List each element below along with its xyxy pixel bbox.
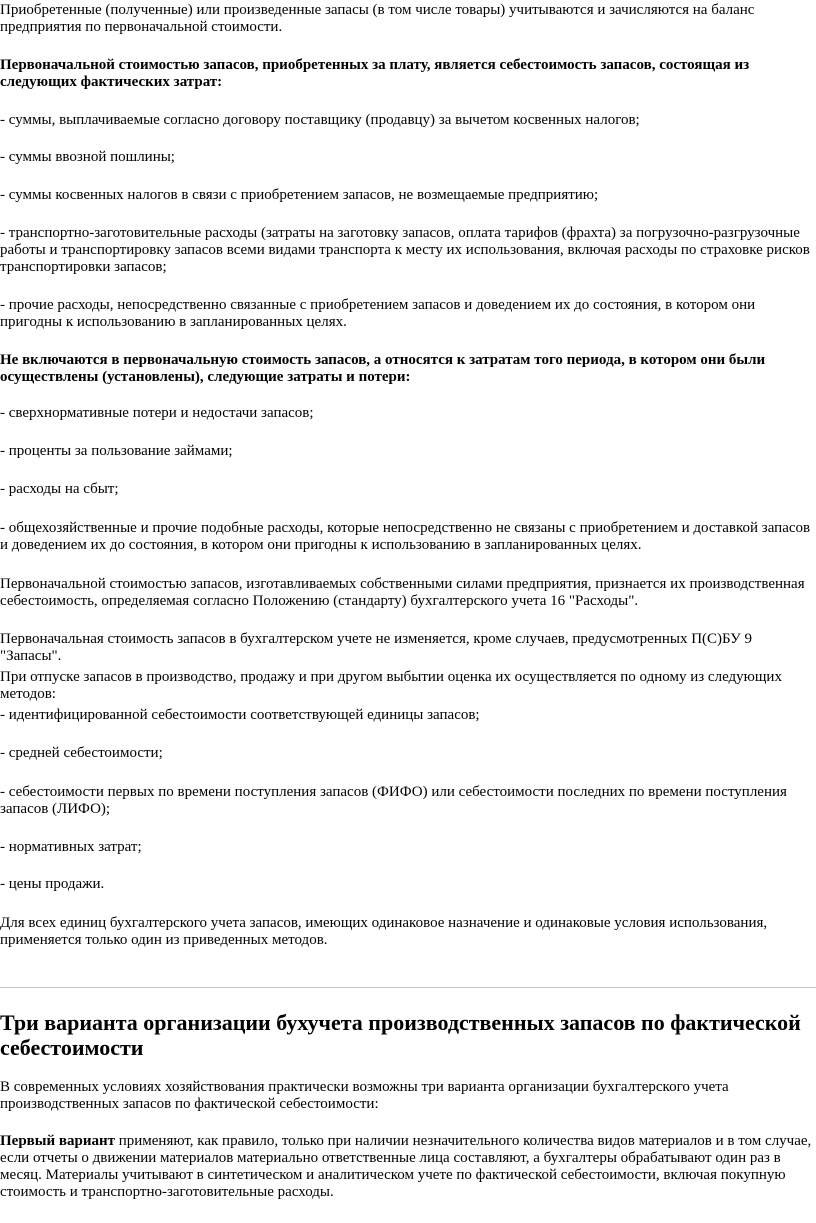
list-item-fifo-lifo: - себестоимости первых по времени поступления запасов (ФИФО) или себестоимости последних по времени поступления запасов (ЛИФО); <box>0 784 787 817</box>
list-item-excess-losses: - сверхнормативные потери и недостачи запасов; <box>0 405 314 421</box>
paragraph-purchase-cost-heading: Первоначальной стоимостью запасов, приобретенных за плату, является себестоимость запасов, состоящая из следующих фактических затрат: <box>0 57 750 90</box>
paragraph-excluded-costs-heading: Не включаются в первоначальную стоимость запасов, а относятся к затратам того периода, в котором они были осуществлены (установлены), следующие затраты и потери: <box>0 352 766 385</box>
list-item-average-cost: - средней себестоимости; <box>0 745 163 761</box>
list-item-other-costs: - прочие расходы, непосредственно связанные с приобретением запасов и доведением их до состояния, в котором они пригодны к использованию в запланированных целях. <box>0 297 756 330</box>
list-item-standard-costs: - нормативных затрат; <box>0 839 142 855</box>
paragraph-first-variant <box>0 1133 814 1201</box>
list-item-transport-costs: - транспортно-заготовительные расходы (затраты на заготовку запасов, оплата тарифов (фрахта) за погрузочно-разгрузочные работы и транспортировку запасов всеми видами транспорта к месту их использования, включая расходы по страховке рисков транспортировки запасов; <box>0 225 810 275</box>
paragraph-single-method-rule: Для всех единиц бухгалтерского учета запасов, имеющих одинаковое назначение и одинаковые условия использования, применяется только один из приведенных методов. <box>0 915 768 948</box>
first-variant-label: Первый вариант <box>0 1133 115 1149</box>
section-divider <box>0 987 816 988</box>
paragraph-three-variants-intro: В современных условиях хозяйствования практически возможны три варианта организации бухгалтерского учета производственных запасов по фактической себестоимости: <box>0 1079 729 1112</box>
list-item-indirect-taxes: - суммы косвенных налогов в связи с приобретением запасов, не возмещаемые предприятию; <box>0 187 599 203</box>
list-item-import-duty: - суммы ввозной пошлины; <box>0 149 175 165</box>
paragraph-initial-cost-intro: Приобретенные (полученные) или произведенные запасы (в том числе товары) учитываются и зачисляются на баланс предприятия по первоначальной стоимости. <box>0 2 755 35</box>
section-heading: Три варианта организации бухучета производственных запасов по фактической себестоимости <box>0 1010 801 1060</box>
list-item-identified-cost: - идентифицированной себестоимости соответствующей единицы запасов; <box>0 707 480 723</box>
list-item-overhead-expenses: - общехозяйственные и прочие подобные расходы, которые непосредственно не связаны с приобретением и доставкой запасов и доведением их до состояния, в котором они пригодны к использованию в запланированных целях. <box>0 520 811 553</box>
first-variant-text: применяют, как правило, только при наличии незначительного количества видов материалов и в том случае, если отчеты о движении материалов материально ответственные лица составляют, а бухгалтеры обрабатывают один раз в месяц. Материалы учитывают в синтетическом и аналитическом учете по фактической себестоимости, включая покупную стоимость и транспортно-заготовительные расходы. <box>0 1133 812 1200</box>
list-item-sale-price: - цены продажи. <box>0 876 105 892</box>
list-item-supplier-sums: - суммы, выплачиваемые согласно договору поставщику (продавцу) за вычетом косвенных налогов; <box>0 112 640 128</box>
paragraph-own-production-cost: Первоначальной стоимостью запасов, изготавливаемых собственными силами предприятия, признается их производственная себестоимость, определяемая согласно Положению (стандарту) бухгалтерского учета 16 "Расходы". <box>0 576 805 609</box>
list-item-loan-interest: - проценты за пользование займами; <box>0 443 233 459</box>
paragraph-cost-unchanged: Первоначальная стоимость запасов в бухгалтерском учете не изменяется, кроме случаев, предусмотренных П(С)БУ 9 "Запасы". <box>0 631 752 664</box>
list-item-selling-expenses: - расходы на сбыт; <box>0 481 119 497</box>
paragraph-valuation-methods-intro: При отпуске запасов в производство, продажу и при другом выбытии оценка их осуществляется по одному из следующих методов: <box>0 669 782 702</box>
